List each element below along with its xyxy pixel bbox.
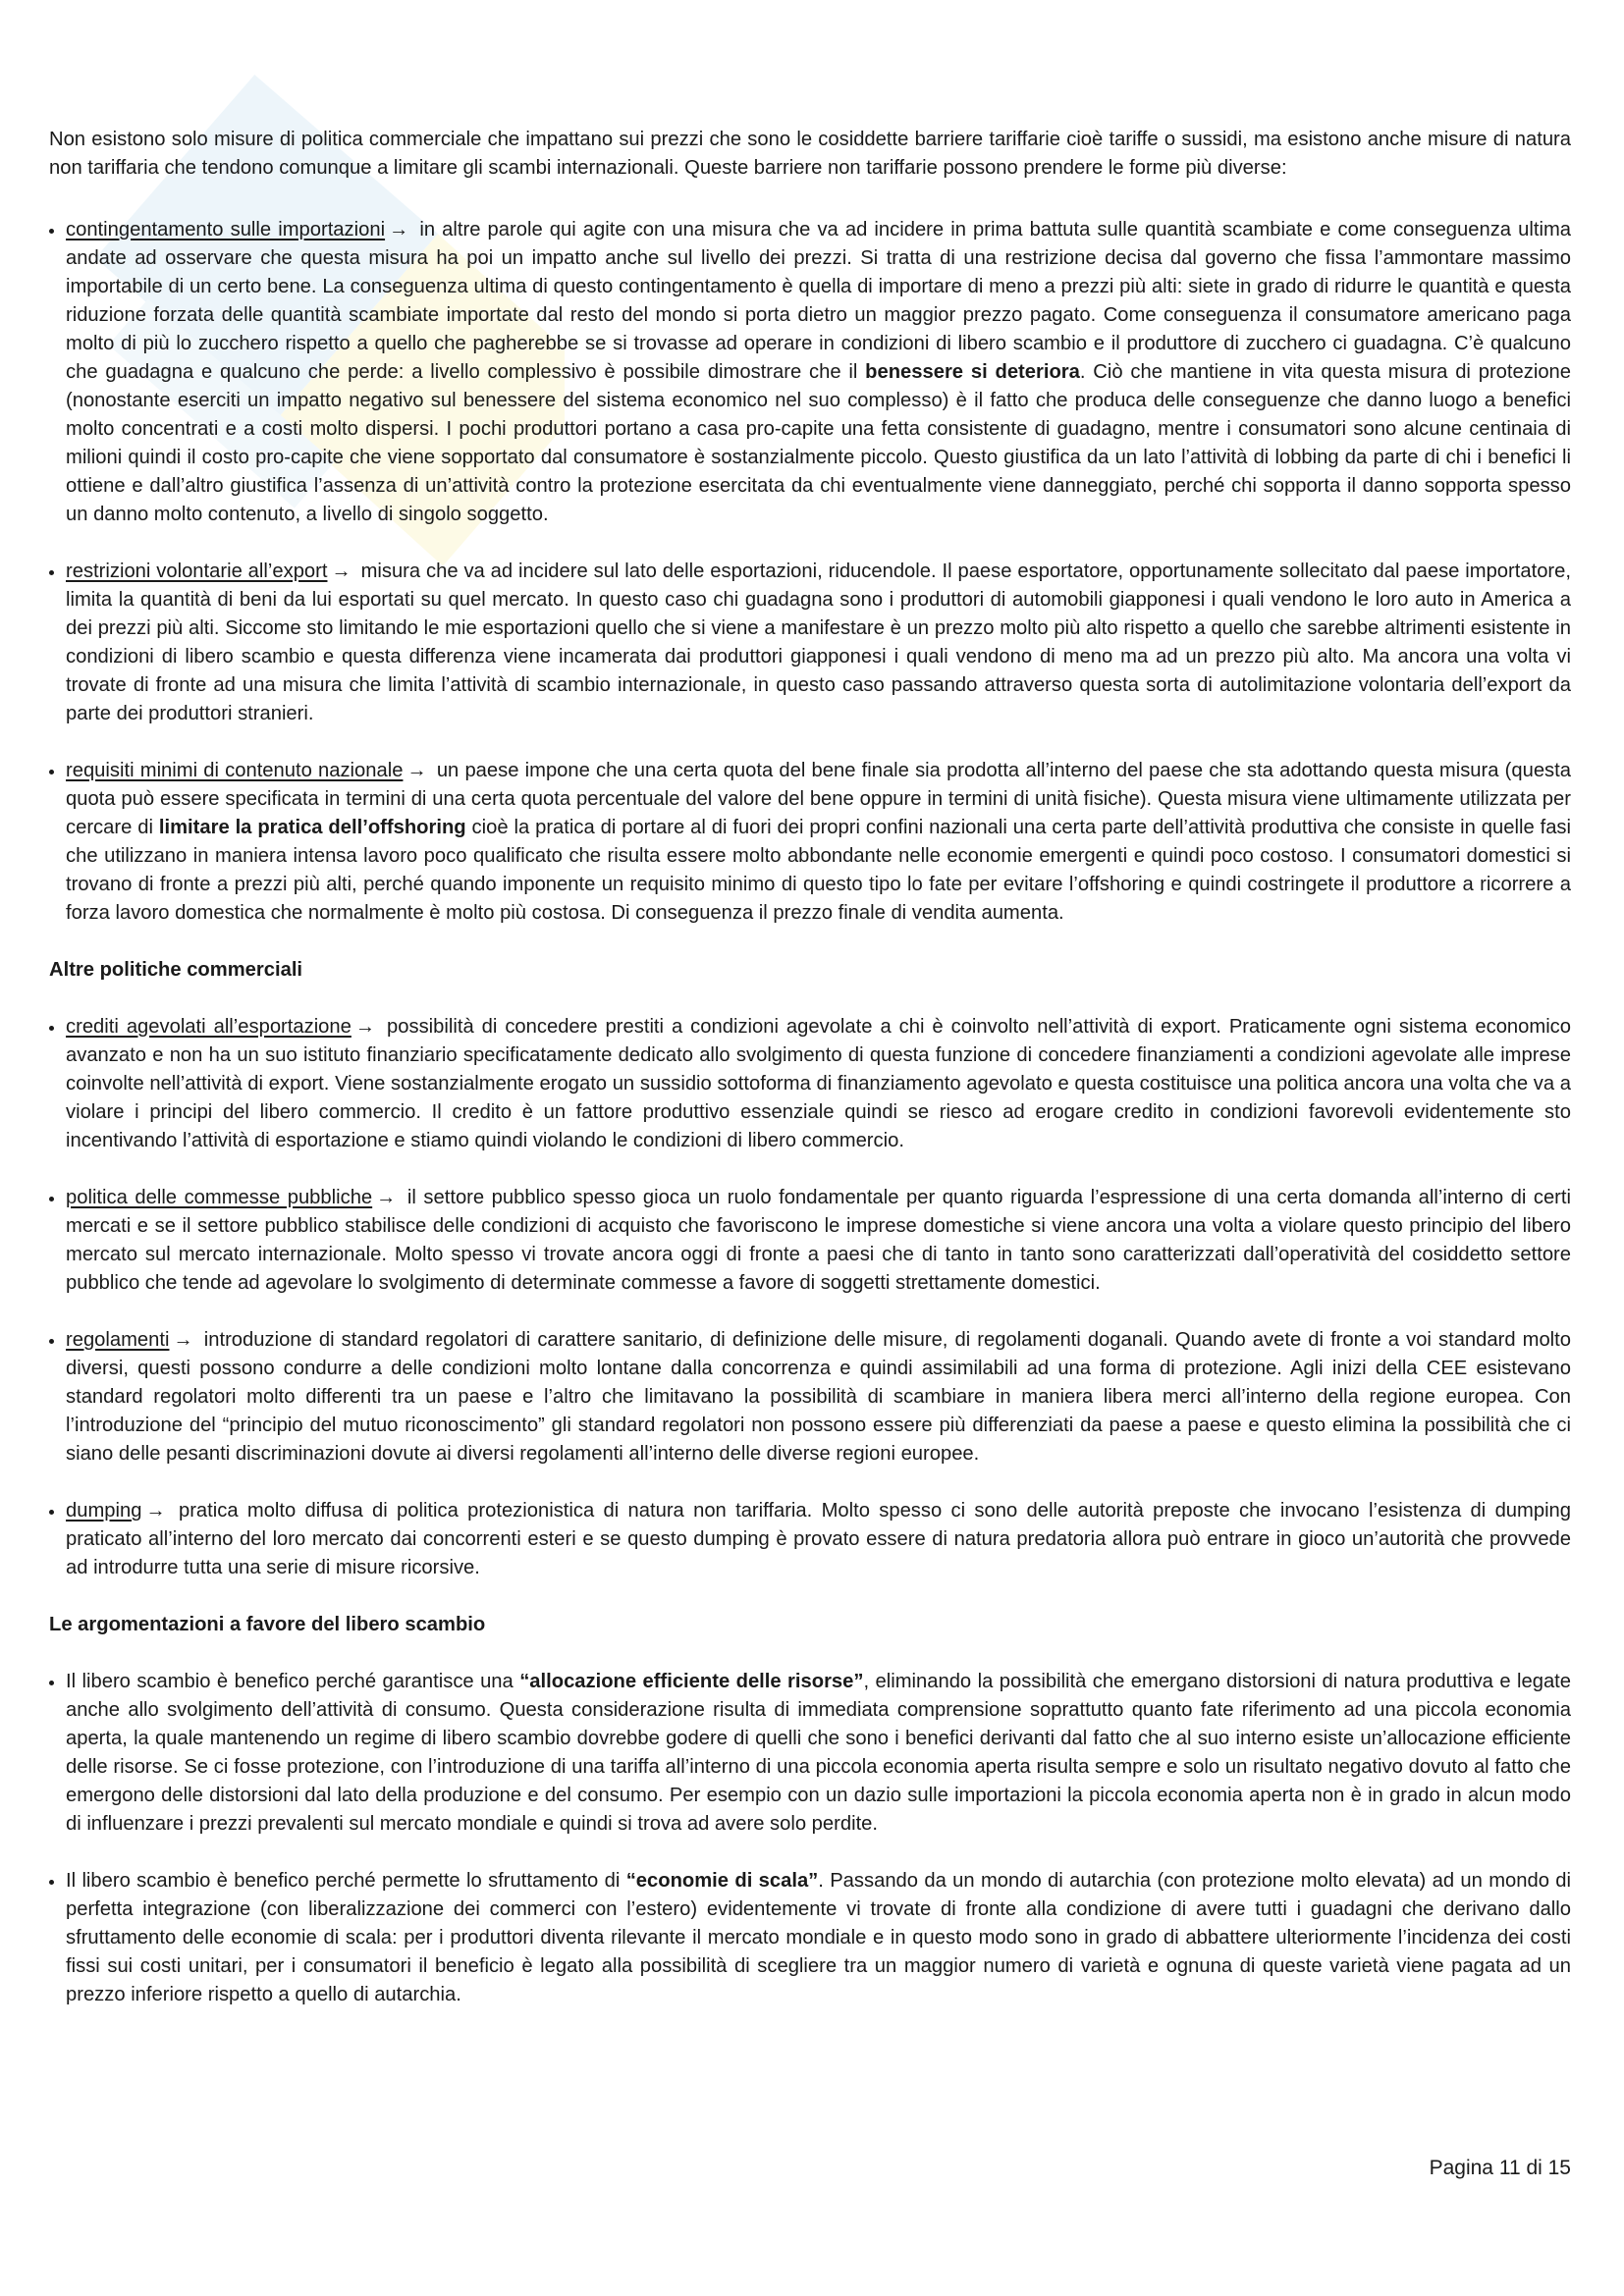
item-text: introduzione di standard regolatori di carattere sanitario, di definizione delle misure, di regolamenti doganali. Quando avete di fronte a voi standard molto diversi, questi possono condurre a delle condizioni molto lontane dalla concorrenza e quindi assimilabili ad una forma di protezione. Agli inizi della CEE esistevano standard regolatori molto differenti tra un paese e l’altro che limitavano la possibilità di scambiare in maniera libera merci all’interno della regione europea. Con l’introduzione del “principio del mutuo riconoscimento” gli standard regolatori non possono essere più differenziati da paese a paese e questo elimina la possibilità che ci siano delle pesanti discriminazioni dovute ai diversi regolamenti all’interno delle diverse regioni europee.	[66, 1329, 1572, 1465]
term-contingentamento: contingentamento sulle importazioni	[66, 219, 386, 240]
arrow-icon: →	[389, 219, 409, 240]
arrow-icon: →	[354, 1016, 376, 1038]
list-item-commesse	[49, 1184, 1571, 1298]
item-text: un paese impone che una certa quota del bene finale sia prodotta all’interno del paese che sta adottando questa misura (questa quota può essere specificata in termini di una certa quota percentuale del valore del bene oppure in termini di unità fisiche). Questa misura viene ultimamente utilizzata per cercare di	[66, 760, 1571, 838]
item-text-cont: cioè la pratica di portare al di fuori dei propri confini nazionali una certa parte dell’attività produttiva che consiste in quelle fasi che utilizzano in maniera intensa lavoro poco qualificato che risulta essere molto abbondante nelle economie emergenti e quindi poco costoso. I consumatori domestici si trovano di fronte a prezzi più alti, perché quando imponente un requisito minimo di questo tipo lo fate per evitare l’offshoring e quindi costringete il produttore a ricorrere a forza lavoro domestica che normalmente è molto più costosa. Di conseguenza il prezzo finale di vendita aumenta.	[66, 817, 1572, 924]
list-item-regolamenti	[49, 1326, 1571, 1468]
item-bold: “economie di scala”	[625, 1870, 819, 1892]
term-commesse: politica delle commesse pubbliche	[66, 1187, 373, 1208]
list-item-requisiti	[49, 757, 1571, 928]
intro-paragraph: Non esistono solo misure di politica commerciale che impattano sui prezzi che sono le cosiddette barriere tariffarie cioè tariffe o sussidi, ma esistono anche misure di natura non tariffaria che tendono comunque a limitare gli scambi internazionali. Queste barriere non tariffarie possono prendere le forme più diverse:	[49, 129, 1571, 179]
term-restrizioni: restrizioni volontarie all’export	[66, 561, 328, 582]
arrow-icon: →	[406, 760, 427, 781]
section-heading-altre-politiche: Altre politiche commerciali	[49, 959, 303, 981]
item-text-cont: . Ciò che mantiene in vita questa misura di protezione (nonostante eserciti un impatto negativo sul benessere del sistema economico nel suo complesso) è il fatto che produca delle conseguenze che danno luogo a benefici molto concentrati e a costi molto dispersi. I pochi produttori portano a casa pro-capite una fetta consistente di guadagno, mentre i consumatori sono alcune centinaia di milioni quindi il costo pro-capite che viene sopportato dal consumatore è sostanzialmente piccolo. Questo giustifica da un lato l’attività di lobbing da parte di chi i benefici li ottiene e dall’altro giustifica l’assenza di un’attività contro la protezione esercitata da chi eventualmente viene danneggiato, perché chi sopporta il danno sopporta spesso un danno molto contenuto, a livello di singolo soggetto.	[66, 361, 1571, 525]
item-text: pratica molto diffusa di politica protezionistica di natura non tariffaria. Molto spesso ci sono delle autorità preposte che invocano l’esistenza di dumping praticato all’interno del loro mercato dai concorrenti esteri e se questo dumping è provato essere di natura predatoria allora può entrare in gioco un’autorità che provvede ad introdurre tutta una serie di misure ricorsive.	[66, 1500, 1572, 1578]
item-text: Il libero scambio è benefico perché permette lo sfruttamento di	[66, 1870, 626, 1892]
item-text-cont: , eliminando la possibilità che emergano distorsioni di natura produttiva e legate anche allo svolgimento dell’attività di consumo. Questa considerazione risulta di immediata comprensione soprattutto quanto fate riferimento ad una piccola economia aperta, la quale mantenendo un regime di libero scambio dovrebbe godere di quelli che sono i benefici derivanti dal fatto che al suo interno esiste un’allocazione efficiente delle risorse. Se ci fosse protezione, con l’introduzione di una tariffa all’interno di una piccola economia aperta risulta sempre e solo un risultato negativo dovuto al fatto che emergono delle distorsioni dal lato della produzione e del consumo. Per esempio con un dazio sulle importazioni la piccola economia aperta non è in grado in alcun modo di influenzare i prezzi prevalenti sul mercato mondiale e quindi si trova ad avere solo perdite.	[66, 1671, 1572, 1835]
list-item-contingentamento	[49, 216, 1571, 529]
arrow-icon: →	[173, 1329, 193, 1351]
list-item-dumping	[49, 1497, 1571, 1582]
item-bold: “allocazione efficiente delle risorse”	[519, 1671, 864, 1692]
term-requisiti: requisiti minimi di contenuto nazionale	[66, 760, 404, 781]
section-heading-libero-scambio: Le argomentazioni a favore del libero scambio	[49, 1614, 486, 1635]
list-item-crediti	[49, 1013, 1571, 1155]
arrow-icon: →	[331, 561, 352, 582]
item-text: in altre parole qui agite con una misura che va ad incidere in prima battuta sulle quantità scambiate e come conseguenza ultima andate ad osservare che questa misura ha poi un impatto anche sul livello dei prezzi. Si tratta di una restrizione decisa dal governo che fissa l’ammontare massimo importabile di un certo bene. La conseguenza ultima di questo contingentamento è quella di importare di meno a prezzi più alti: siete in grado di ridurre le quantità e questa riduzione forzata delle quantità scambiate importate dal resto del mondo si porta dietro un maggior prezzo pagato. Come conseguenza il consumatore americano paga molto di più lo zucchero rispetto a quello che pagherebbe se si trovasse ad operare in condizioni di libero scambio e il produttore di zucchero ci guadagna. C’è qualcuno che guadagna e qualcuno che perde: a livello complessivo è possibile dimostrare che il	[66, 219, 1571, 383]
item-text: Il libero scambio è benefico perché garantisce una	[66, 1671, 520, 1692]
item-bold: limitare la pratica dell’offshoring	[158, 817, 466, 838]
other-policies-list	[49, 1013, 1571, 1582]
arrow-icon: →	[145, 1500, 166, 1522]
item-text-cont: . Passando da un mondo di autarchia (con protezione molto elevata) ad un mondo di perfetta integrazione (con liberalizzazione dei commerci con l’estero) evidentemente vi trovate di fronte alla condizione di avere tutti i guadagni che derivano dallo sfruttamento delle economie di scala: per i produttori diventa rilevante il mercato mondiale e in questo modo sono in grado di abbattere ulteriormente l’incidenza dei costi fissi sui costi unitari, per i consumatori il beneficio è legato alla possibilità di scegliere tra un maggior numero di varietà e ognuna di queste varietà viene pagata ad un prezzo inferiore rispetto a quello di autarchia.	[66, 1870, 1571, 2005]
list-item-economie-scala	[49, 1867, 1571, 2009]
list-item-restrizioni	[49, 558, 1571, 728]
free-trade-arguments-list	[49, 1668, 1571, 2009]
term-regolamenti: regolamenti	[66, 1329, 170, 1351]
term-dumping: dumping	[66, 1500, 142, 1522]
non-tariff-barriers-list	[49, 216, 1571, 928]
arrow-icon: →	[376, 1187, 397, 1208]
item-text: possibilità di concedere prestiti a condizioni agevolate a chi è coinvolto nell’attività di export. Praticamente ogni sistema economico avanzato e non ha un suo istituto finanziario specificatamente dedicato allo svolgimento di questa funzione di concedere finanziamenti a condizioni agevolate alle imprese coinvolte nell’attività di export. Viene sostanzialmente erogato un sussidio sottoforma di finanziamento agevolato e questa costituisce una politica ancora una volta che va a violare i principi del libero commercio. Il credito è un fattore produttivo essenziale quindi se riesco ad erogare credito in condizioni favorevoli evidentemente sto incentivando l’attività di esportazione e stiamo quindi violando le condizioni di libero commercio.	[66, 1016, 1571, 1151]
page-number: Pagina 11 di 15	[1429, 2157, 1571, 2179]
item-text: misura che va ad incidere sul lato delle esportazioni, riducendole. Il paese esportatore, opportunamente sollecitato dal paese importatore, limita la quantità di beni da lui esportati su quel mercato. In questo caso chi guadagna sono i produttori di automobili giapponesi i quali vendono le loro auto in America a dei prezzi più alti. Siccome sto limitando le mie esportazioni quello che si viene a manifestare è un prezzo molto più alto rispetto a quello che sarebbe altrimenti esistente in condizioni di libero scambio e questa differenza viene incamerata dai produttori giapponesi i quali vendono di meno ma ad un prezzo più alto. Ma ancora una volta vi trovate di fronte ad una misura che limita l’attività di scambio internazionale, in questo caso passando attraverso questa sorta di autolimitazione volontaria dell’export da parte dei produttori stranieri.	[66, 561, 1571, 724]
item-bold: benessere si deteriora	[865, 361, 1080, 383]
document-page	[49, 126, 1571, 2038]
term-crediti: crediti agevolati all’esportazione	[66, 1016, 352, 1038]
list-item-allocazione	[49, 1668, 1571, 1839]
item-text: il settore pubblico spesso gioca un ruolo fondamentale per quanto riguarda l’espressione di una certa domanda all’interno di certi mercati e se il settore pubblico stabilisce delle condizioni di acquisto che favoriscono le imprese domestiche si viene ancora una volta a violare questo principio del libero mercato sul mercato internazionale. Molto spesso vi trovate ancora oggi di fronte a paesi che di tanto in tanto sono caratterizzati dall’operatività del cosiddetto settore pubblico che tende ad agevolare lo svolgimento di determinate commesse a favore di soggetti strettamente domestici.	[66, 1187, 1572, 1294]
